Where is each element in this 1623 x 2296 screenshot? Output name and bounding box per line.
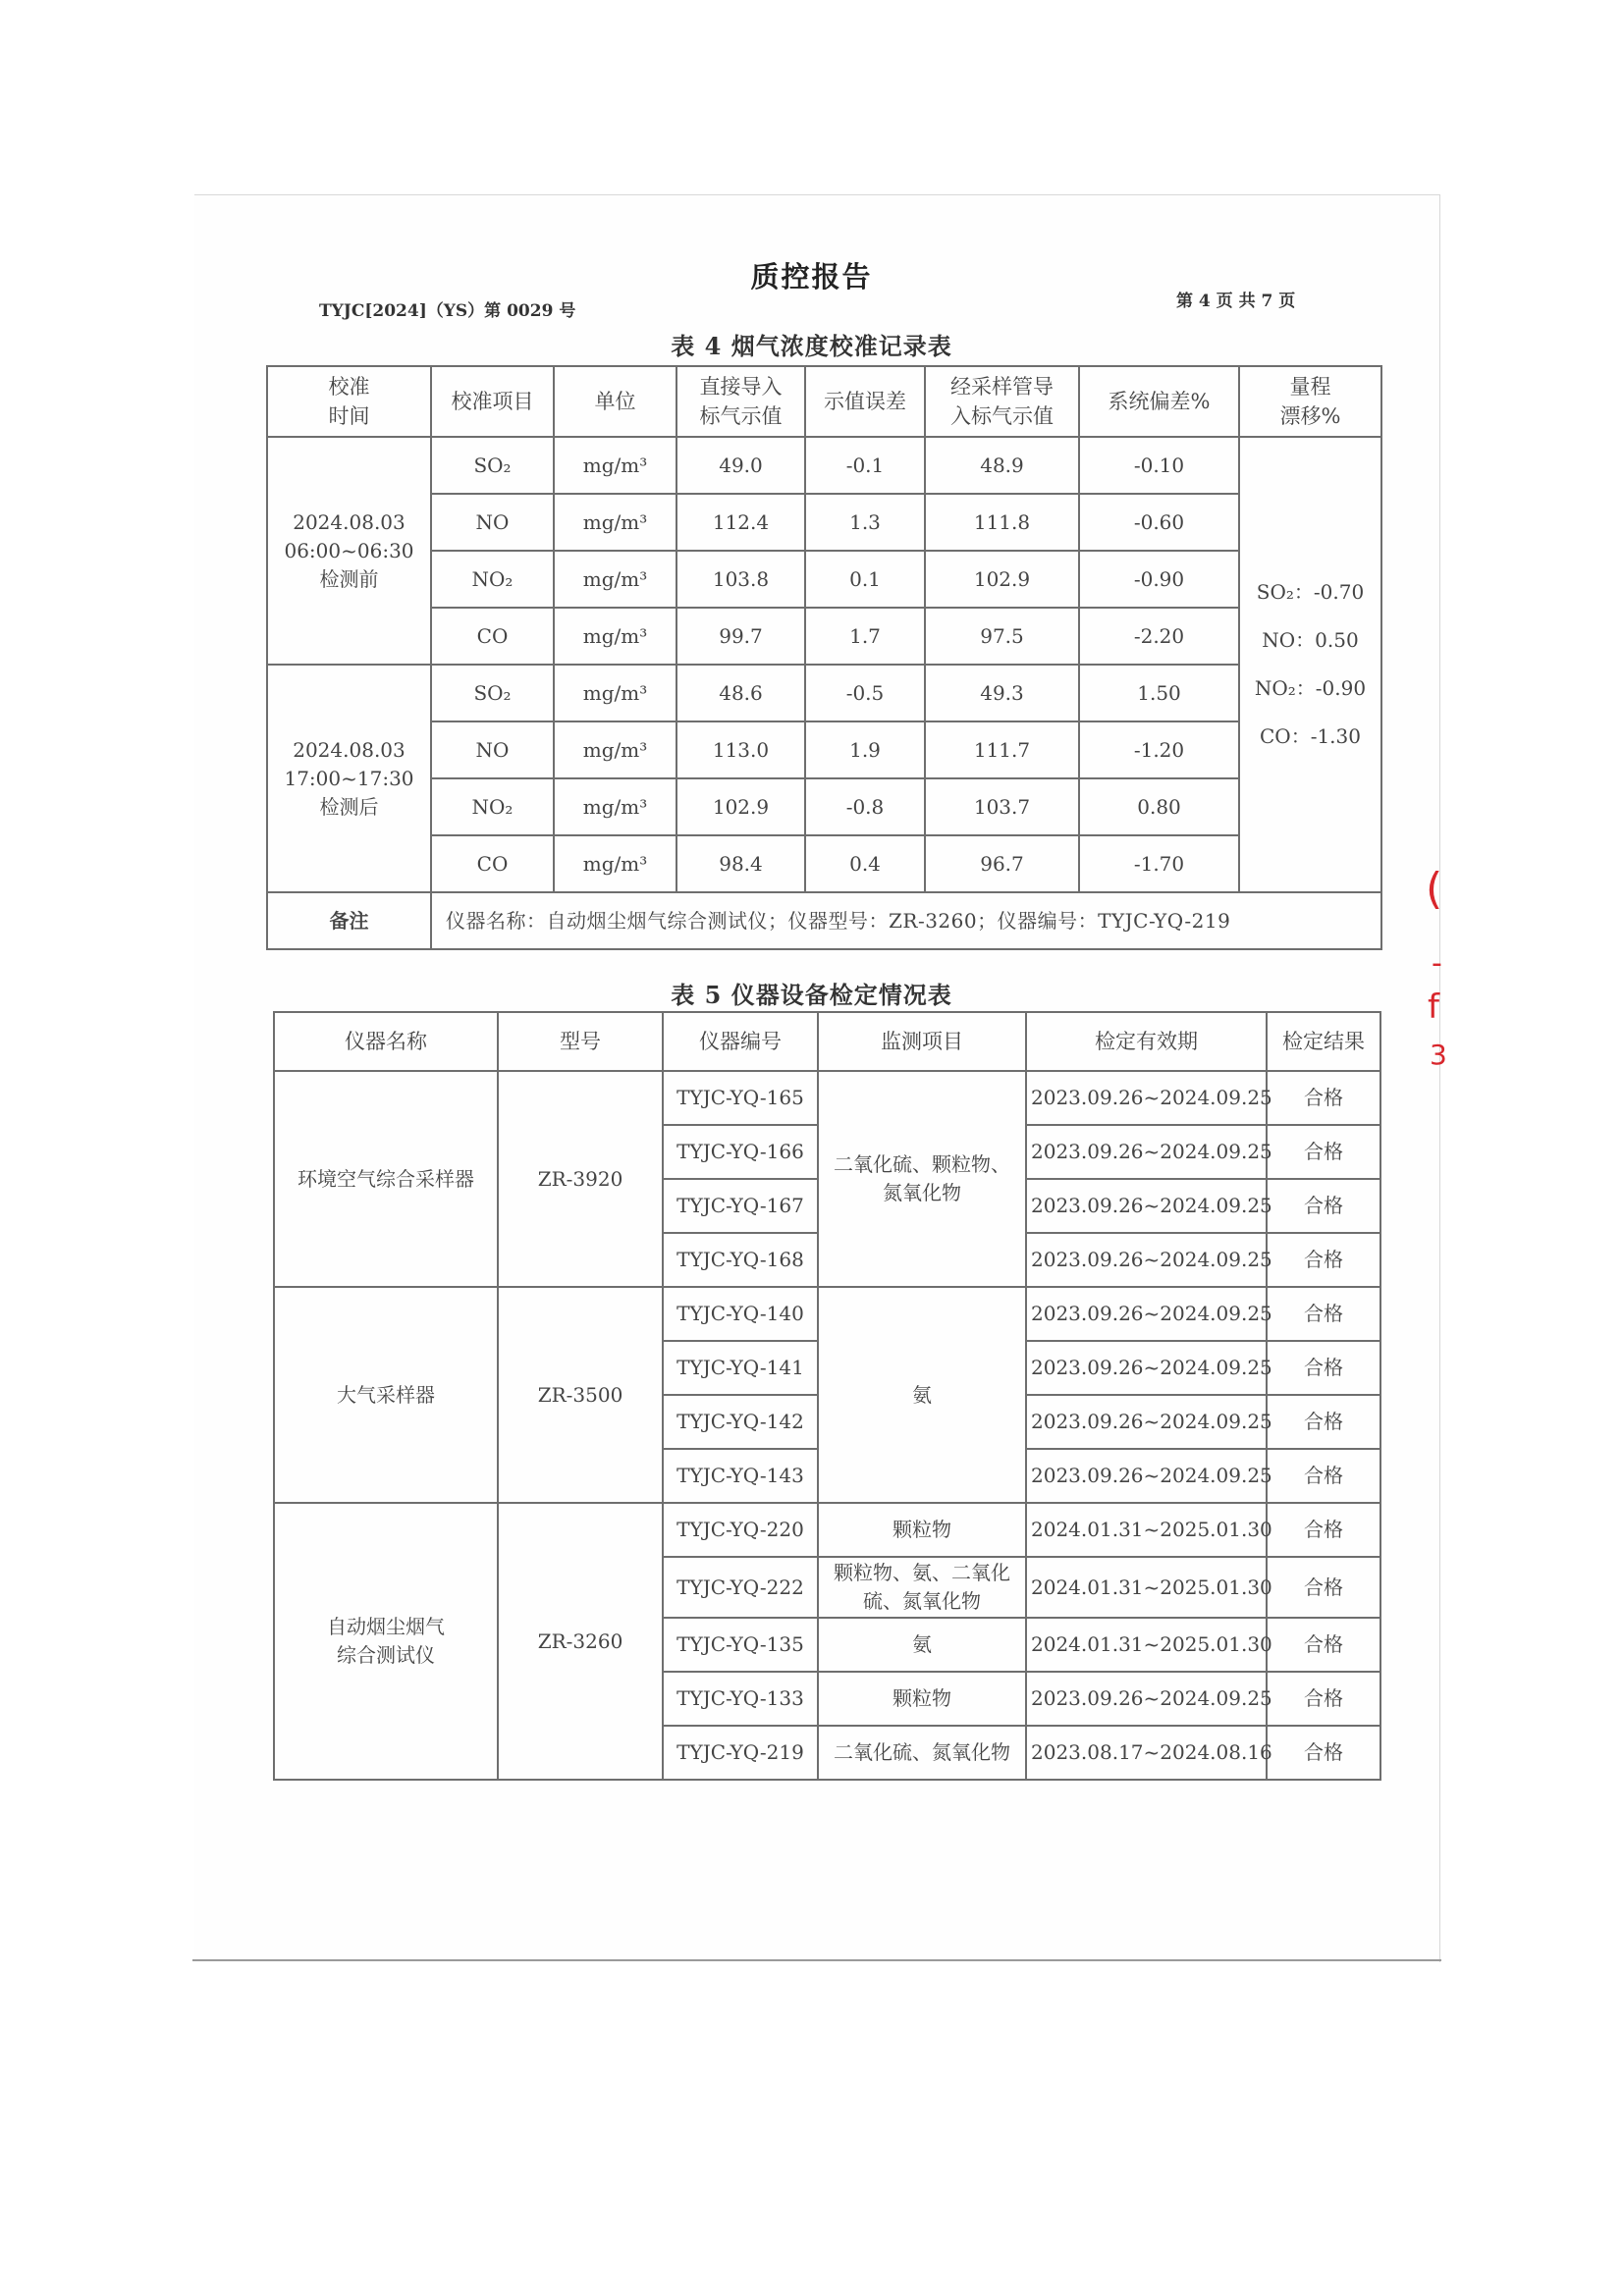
- system-bias: 0.80: [1079, 778, 1239, 835]
- table-row: [267, 608, 1381, 665]
- calibration-item: CO: [431, 608, 554, 665]
- header-calibration-time: 校准 时间: [267, 366, 431, 437]
- validity-period: 2023.09.26~2024.09.25: [1026, 1125, 1267, 1179]
- page-number: 第 4 页 共 7 页: [1176, 292, 1296, 311]
- instrument-model: ZR-3260: [498, 1503, 663, 1780]
- indication-error: 0.4: [805, 835, 925, 892]
- instrument-model: ZR-3920: [498, 1071, 663, 1287]
- validity-period: 2023.09.26~2024.09.25: [1026, 1341, 1267, 1395]
- monitoring-items: 颗粒物、氨、二氧化 硫、氮氧化物: [818, 1557, 1026, 1618]
- validity-period: 2023.09.26~2024.09.25: [1026, 1287, 1267, 1341]
- system-bias: 1.50: [1079, 665, 1239, 721]
- table-row: [274, 1287, 1380, 1341]
- validity-period: 2023.08.17~2024.08.16: [1026, 1726, 1267, 1780]
- header-span-drift: 量程 漂移%: [1239, 366, 1381, 437]
- calibration-item: NO: [431, 721, 554, 778]
- indication-error: -0.8: [805, 778, 925, 835]
- unit: mg/m³: [554, 494, 676, 551]
- probe-value: 111.7: [925, 721, 1079, 778]
- header-probe-value: 经采样管导 入标气示值: [925, 366, 1079, 437]
- table-row: [267, 551, 1381, 608]
- table-row: [274, 1503, 1380, 1557]
- system-bias: -0.90: [1079, 551, 1239, 608]
- direct-value: 113.0: [676, 721, 805, 778]
- monitoring-items: 二氧化硫、颗粒物、 氮氧化物: [818, 1071, 1026, 1287]
- calibration-item: SO₂: [431, 665, 554, 721]
- table-row: [267, 835, 1381, 892]
- instrument-name: 自动烟尘烟气 综合测试仪: [274, 1503, 498, 1780]
- instrument-serial: TYJC-YQ-143: [663, 1449, 818, 1503]
- unit: mg/m³: [554, 437, 676, 494]
- header-system-bias: 系统偏差%: [1079, 366, 1239, 437]
- header-validity: 检定有效期: [1026, 1012, 1267, 1071]
- verification-result: 合格: [1267, 1395, 1380, 1449]
- direct-value: 48.6: [676, 665, 805, 721]
- validity-period: 2023.09.26~2024.09.25: [1026, 1179, 1267, 1233]
- sheet-bottom-edge: [192, 1959, 1441, 1961]
- unit: mg/m³: [554, 665, 676, 721]
- header-calibration-item: 校准项目: [431, 366, 554, 437]
- validity-period: 2024.01.31~2025.01.30: [1026, 1618, 1267, 1672]
- header-direct-value: 直接导入 标气示值: [676, 366, 805, 437]
- validity-period: 2023.09.26~2024.09.25: [1026, 1071, 1267, 1125]
- instrument-name: 大气采样器: [274, 1287, 498, 1503]
- document-title: 质控报告: [750, 260, 873, 294]
- table-row: [267, 494, 1381, 551]
- span-drift: SO₂：-0.70 NO：0.50 NO₂：-0.90 CO：-1.30: [1239, 437, 1381, 892]
- monitoring-items: 颗粒物: [818, 1672, 1026, 1726]
- verification-result: 合格: [1267, 1125, 1380, 1179]
- instrument-serial: TYJC-YQ-166: [663, 1125, 818, 1179]
- direct-value: 112.4: [676, 494, 805, 551]
- monitoring-items: 二氧化硫、氮氧化物: [818, 1726, 1026, 1780]
- probe-value: 111.8: [925, 494, 1079, 551]
- verification-result: 合格: [1267, 1672, 1380, 1726]
- red-stamp-mark: ( - f 3: [1426, 864, 1447, 1071]
- direct-value: 102.9: [676, 778, 805, 835]
- unit: mg/m³: [554, 721, 676, 778]
- validity-period: 2023.09.26~2024.09.25: [1026, 1395, 1267, 1449]
- instrument-serial: TYJC-YQ-135: [663, 1618, 818, 1672]
- table5-caption: 表 5 仪器设备检定情况表: [671, 981, 952, 1009]
- calibration-item: NO: [431, 494, 554, 551]
- header-unit: 单位: [554, 366, 676, 437]
- direct-value: 99.7: [676, 608, 805, 665]
- instrument-name: 环境空气综合采样器: [274, 1071, 498, 1287]
- instrument-serial: TYJC-YQ-167: [663, 1179, 818, 1233]
- verification-result: 合格: [1267, 1449, 1380, 1503]
- probe-value: 102.9: [925, 551, 1079, 608]
- unit: mg/m³: [554, 608, 676, 665]
- monitoring-items: 颗粒物: [818, 1503, 1026, 1557]
- instrument-serial: TYJC-YQ-168: [663, 1233, 818, 1287]
- instrument-serial: TYJC-YQ-140: [663, 1287, 818, 1341]
- table-row: [274, 1071, 1380, 1125]
- table4-caption: 表 4 烟气浓度校准记录表: [671, 332, 952, 360]
- calibration-item: CO: [431, 835, 554, 892]
- instrument-serial: TYJC-YQ-222: [663, 1557, 818, 1618]
- probe-value: 103.7: [925, 778, 1079, 835]
- indication-error: 1.3: [805, 494, 925, 551]
- indication-error: 1.9: [805, 721, 925, 778]
- instrument-serial: TYJC-YQ-133: [663, 1672, 818, 1726]
- calibration-time: 2024.08.03 06:00~06:30 检测前: [267, 437, 431, 665]
- instrument-serial: TYJC-YQ-165: [663, 1071, 818, 1125]
- indication-error: -0.1: [805, 437, 925, 494]
- header-instrument-name: 仪器名称: [274, 1012, 498, 1071]
- indication-error: 1.7: [805, 608, 925, 665]
- direct-value: 98.4: [676, 835, 805, 892]
- header-monitoring-items: 监测项目: [818, 1012, 1026, 1071]
- instrument-serial: TYJC-YQ-220: [663, 1503, 818, 1557]
- calibration-item: NO₂: [431, 551, 554, 608]
- verification-result: 合格: [1267, 1287, 1380, 1341]
- unit: mg/m³: [554, 835, 676, 892]
- validity-period: 2023.09.26~2024.09.25: [1026, 1672, 1267, 1726]
- verification-result: 合格: [1267, 1503, 1380, 1557]
- monitoring-items: 氨: [818, 1618, 1026, 1672]
- header-indication-error: 示值误差: [805, 366, 925, 437]
- verification-result: 合格: [1267, 1179, 1380, 1233]
- verification-result: 合格: [1267, 1726, 1380, 1780]
- probe-value: 97.5: [925, 608, 1079, 665]
- table-row: [267, 665, 1381, 721]
- verification-result: 合格: [1267, 1071, 1380, 1125]
- system-bias: -1.20: [1079, 721, 1239, 778]
- unit: mg/m³: [554, 778, 676, 835]
- validity-period: 2024.01.31~2025.01.30: [1026, 1557, 1267, 1618]
- note-text: 仪器名称：自动烟尘烟气综合测试仪；仪器型号：ZR-3260；仪器编号：TYJC-YQ-219: [431, 892, 1381, 949]
- calibration-table: [266, 365, 1382, 950]
- calibration-item: NO₂: [431, 778, 554, 835]
- instrument-serial: TYJC-YQ-142: [663, 1395, 818, 1449]
- verification-result: 合格: [1267, 1618, 1380, 1672]
- note-row: [267, 892, 1381, 949]
- unit: mg/m³: [554, 551, 676, 608]
- direct-value: 49.0: [676, 437, 805, 494]
- direct-value: 103.8: [676, 551, 805, 608]
- instrument-serial: TYJC-YQ-141: [663, 1341, 818, 1395]
- table-row: [267, 778, 1381, 835]
- validity-period: 2023.09.26~2024.09.25: [1026, 1233, 1267, 1287]
- probe-value: 49.3: [925, 665, 1079, 721]
- verification-result: 合格: [1267, 1233, 1380, 1287]
- system-bias: -2.20: [1079, 608, 1239, 665]
- monitoring-items: 氨: [818, 1287, 1026, 1503]
- table-row: [267, 721, 1381, 778]
- probe-value: 48.9: [925, 437, 1079, 494]
- probe-value: 96.7: [925, 835, 1079, 892]
- table-row: [267, 437, 1381, 494]
- header-serial: 仪器编号: [663, 1012, 818, 1071]
- verification-result: 合格: [1267, 1341, 1380, 1395]
- document-number: TYJC[2024]（YS）第 0029 号: [319, 301, 576, 321]
- system-bias: -0.10: [1079, 437, 1239, 494]
- indication-error: -0.5: [805, 665, 925, 721]
- calibration-time: 2024.08.03 17:00~17:30 检测后: [267, 665, 431, 892]
- note-label: 备注: [267, 892, 431, 949]
- system-bias: -0.60: [1079, 494, 1239, 551]
- system-bias: -1.70: [1079, 835, 1239, 892]
- header-result: 检定结果: [1267, 1012, 1380, 1071]
- instrument-verification-table: [273, 1011, 1381, 1781]
- indication-error: 0.1: [805, 551, 925, 608]
- validity-period: 2023.09.26~2024.09.25: [1026, 1449, 1267, 1503]
- calibration-item: SO₂: [431, 437, 554, 494]
- verification-result: 合格: [1267, 1557, 1380, 1618]
- instrument-model: ZR-3500: [498, 1287, 663, 1503]
- header-model: 型号: [498, 1012, 663, 1071]
- instrument-serial: TYJC-YQ-219: [663, 1726, 818, 1780]
- validity-period: 2024.01.31~2025.01.30: [1026, 1503, 1267, 1557]
